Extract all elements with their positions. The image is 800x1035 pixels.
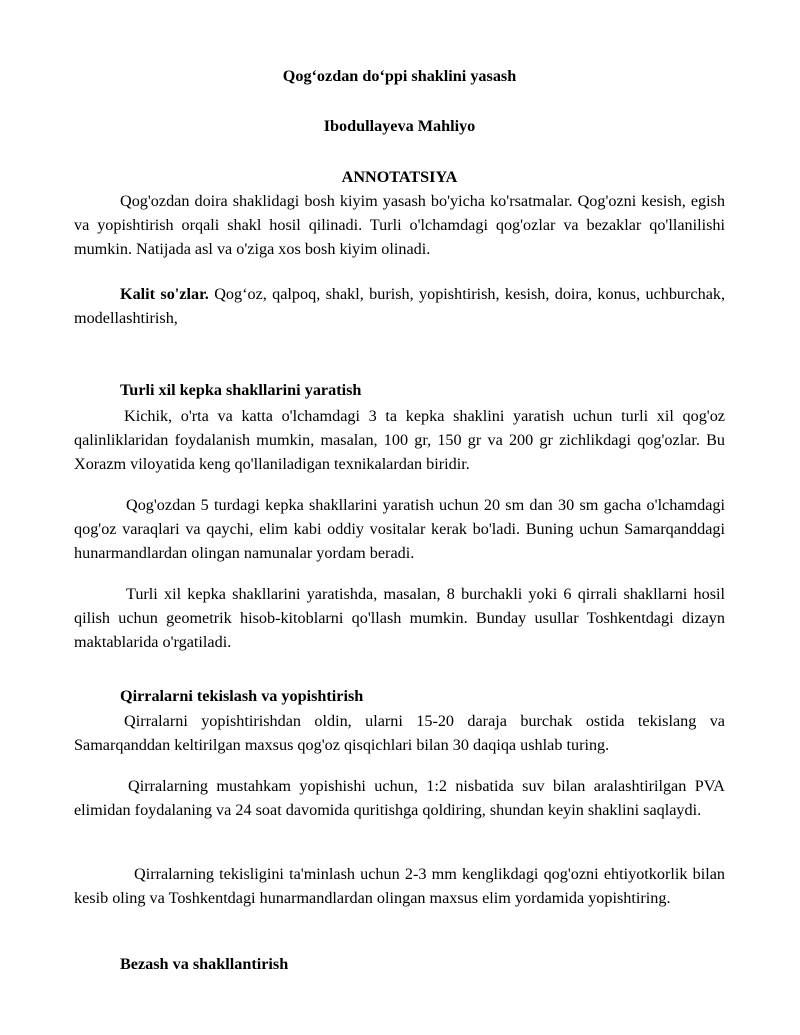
section-paragraph: Turli xil kepka shakllarini yaratishda, masalan, 8 burchakli yoki 6 qirrali shakllarni hosil qilish uchun geometrik hisob-kitoblarni qo'llash mumkin. Bunday usullar Toshkentdagi dizayn maktablarida o'rgatiladi. <box>74 585 725 651</box>
section-heading: Qirralarni tekislash va yopishtirish <box>120 687 364 705</box>
keywords-paragraph <box>74 282 725 330</box>
abstract-heading: ANNOTATSIYA <box>341 168 458 186</box>
abstract-paragraph: Qog'ozdan doira shaklidagi bosh kiyim yasash bo'yicha ko'rsatmalar. Qog'ozni kesish, egish va yopishtirish orqali shakl hosil qilinadi. Turli o'lchamdagi qog'ozlar va bezaklar qo'llanilishi mumkin. Natijada asl va o'ziga xos bosh kiyim olinadi. <box>74 192 725 258</box>
section-heading: Bezash va shakllantirish <box>120 955 289 973</box>
section-paragraph: Kichik, o'rta va katta o'lchamdagi 3 ta kepka shaklini yaratish uchun turli xil qog'oz qalinliklaridan foydalanish mumkin, masalan, 100 gr, 150 gr va 200 gr zichlikdagi qog'ozlar. Bu Xorazm viloyatida keng qo'llaniladigan texnikalardan biridir. <box>74 407 725 473</box>
section-paragraph: Qirralarning tekisligini ta'minlash uchun 2-3 mm kenglikdagi qog'ozni ehtiyotkorlik bilan kesib oling va Toshkentdagi hunarmandlardan olingan maxsus elim yordamida yopishtiring. <box>74 865 725 907</box>
section-paragraph: Qog'ozdan 5 turdagi kepka shakllarini yaratish uchun 20 sm dan 30 sm gacha o'lchamdagi qog'oz varaqlari va qaychi, elim kabi oddiy vositalar kerak bo'ladi. Buning uchun Samarqanddagi hunarmandlardan olingan namunalar yordam beradi. <box>74 496 725 562</box>
document-author: Ibodullayeva Mahliyo <box>323 117 476 135</box>
section-paragraph: Qirralarning mustahkam yopishishi uchun, 1:2 nisbatida suv bilan aralashtirilgan PVA elimidan foydalaning va 24 soat davomida quritishga qoldiring, shundan keyin shaklini saqlaydi. <box>74 777 725 819</box>
document-title: Qog‘ozdan do‘ppi shaklini yasash <box>282 67 517 85</box>
section-paragraph: Qirralarni yopishtirishdan oldin, ularni 15-20 daraja burchak ostida tekislang va Samarqanddan keltirilgan maxsus qog'oz qisqichlari bilan 30 daqiqa ushlab turing. <box>74 712 725 754</box>
keywords-text: Qog‘oz, qalpoq, shakl, burish, yopishtirish, kesish, doira, konus, uchburchak, modellashtirish, <box>74 285 726 327</box>
section-heading: Turli xil kepka shakllarini yaratish <box>120 381 362 399</box>
keywords-label: Kalit so'zlar. <box>120 285 209 303</box>
